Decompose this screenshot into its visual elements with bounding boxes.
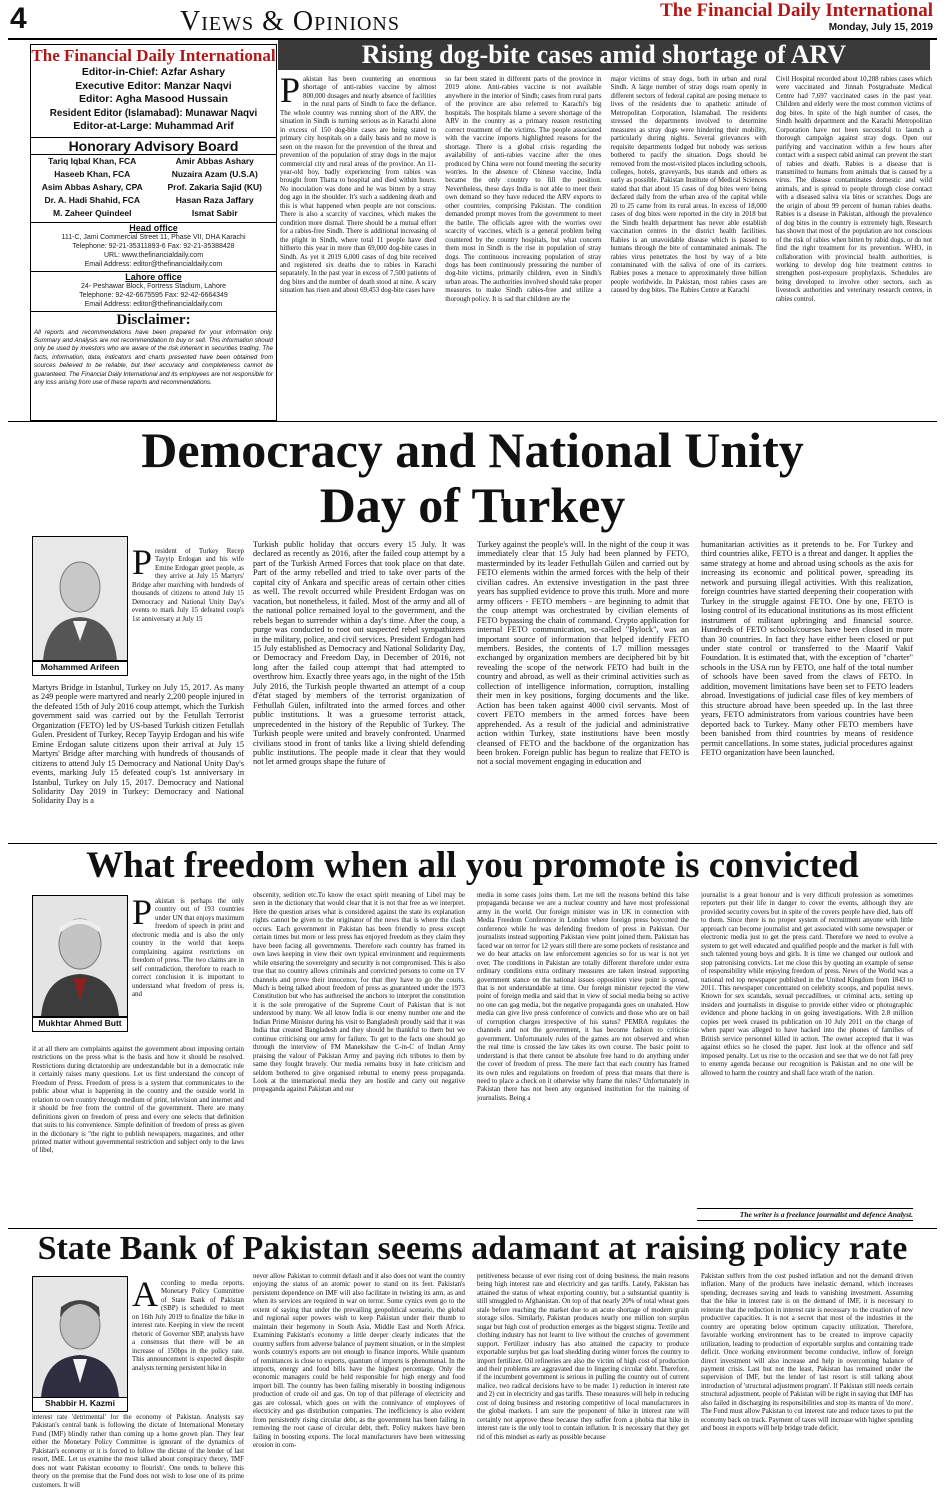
article-body bbox=[280, 76, 932, 417]
article-column: Turkish public holiday that occurs every 15 July. It was declared as recently as 2016, after the failed coup attempt by a part of the Turkish Armed Forces that took place on that date. Part of the army rebelled and tried to take over parts of the capital city of Ankara and specific areas of certain other cities as well. The revolt occurred while President Erdogan was on vacation, but nonetheless, it failed. Most of the army and all of the national police remained loyal to the government, and the rebels began to surrender within a day's time. After the coup, a purge was conducted to root out suspected rebel sympathizers in the military, police, and civil services. President Erdogan had 15 July established as Democracy and National Solidarity Day, or Democracy and Freedom Day, in December of 2016, not long after the failed coup attempt that had attempted to overthrow him. Exactly three years ago, in the night of the 15th July 2016, the Turkish people thwarted an attempt of a coup d'état staged by members of the terrorist organization of Fethullah Gülen, infiltrated into the armed forces and other public institutions. It was a gruesome terrorist attack, unprecedented in the history of the Republic of Turkey. The Turkish people were united and bravely confronted. Unarmed civilians stood in front of tanks like a living shield defending public institutions. The people made it clear that they would not let armed groups shape the future of bbox=[253, 540, 465, 767]
article-lead-text: resident of Turkey Recep Tayyip Erdogan and his wife Emine Erdogan greet people, as they arrive at July 15 Martyrs' Bridge after marching with hundreds of thousands of citizens to attend July 15 Democracy and National Unity Day's events to mark July 15 defeated coup's 1st anniversary at July 15 bbox=[132, 548, 244, 623]
article-column: petitiveness because of ever rising cost of doing business, the main reasons being high interest rate and electricity and gas tariffs. Lately, Pakistan has attained the status of wheat exporting country, but a substantial quantity is still smuggled to Afghanistan. On top of that nearly 20% of total wheat goes stale before reaching the market due to an acute shortage of modern grain storage silos. Similarly, Pakistan produces nearly one million ton surplus sugar but high cost of production emerges as the biggest stigma. Textile and clothing industry has not learnt to live without the crutches of government support. Fertilizer industry has also attained the capacity to produce exportable surplus but gas load shedding during winter forces the country to import fertilizer. Oil refineries are also the victim of high cost of production and their problems are aggravated due to lingering circular debt. Therefore, if the incumbent government is serious in pulling the country out of current malice, two radical decisions have to be made: 1) reduction in interest rate and 2) cut in electricity and gas tariffs. These measures will help in reducing cost of doing business and restoring competitive of local manufacturers in the global markets. I am sure the proponent of hike in interest rate will certainly not approve these because they suffer from a phobia that hike in interest rate is the only tool to contain inflation. It is necessary that they get rid of this mindset as early as possible because bbox=[477, 1273, 689, 1441]
article-lead-text: akistan is perhaps the only country out of 193 countries under UN that enjoys maximum freedom of speech in print and electronic media and is also the only country in the world that keeps complaining against restrictions on freedom of press. The two claims are in self contradiction, therefore to reach to correct conclusion it is important to understand what freedom of press is, and bbox=[132, 898, 244, 998]
editor-line: Resident Editor (Islamabad): Munawar Naqvi bbox=[49, 107, 258, 119]
address-line: Telephone: 92-21-35311893-6 Fax: 92-21-35388428 bbox=[72, 242, 235, 250]
article-column: Pakistan suffers from the cost pushed inflation and not the demand driven inflation. Many of the products have inelastic demand, which increases spending, decreases saving and leads to vanishing investment. Assuming that the hike in interest rate is on the demand of IMF, it is necessary to reiterate that the reduction in interest rate is necessary to the creation of new productive capacities. It is not a secret that most of the industries in the country are operating below optimum capacity utilization. Therefore, favorable working environment has to be created to improve capacity utilization, leading to production of exportable surplus and containing trade deficit. Once working environment become conducive, inflow of foreign direct investment will also increase and help in overcoming balance of payment crisis. Last but not the least, Pakistan has remained under the supervision of IMF, but the lender of last resort is still talking about introduction of 'structural adjustment program'. If Pakistan still needs certain structural adjustment, people of Pakistan will be right in saying that IMF has also failed in discharging its responsibilities and stop its mantra of 'do more'. The Fund must allow Pakistan to cut interest rate and reduce taxes to put the economy back on track. Payment of taxes will increase with higher spending and boost in exports will help bridge trade deficit. bbox=[701, 1273, 913, 1433]
editor-line: Editor-at-Large: Muhammad Arif bbox=[73, 120, 234, 132]
article-column: if at all there are complaints against the government about imposing certain restrictions on the press what is the basis and how it should be resolved. Restrictions during dictatorship are understandable but in a democratic rule it certainly raises many questions. Let us first understand the concept of Freedom of Press. Freedom of press is a system that communicates to the public about what is happening in the country and the outside world in relation to own country through medium of print, television and internet and it should be free from the control of the government. There are many definitions given on freedom of press and every one selects that definition that suits to his convenience. Simple definition of freedom of press as given in the dictionary is "the right to publish newspapers, magazines, and other printed matter without governmental restriction and subject only to the laws of libel, bbox=[32, 1046, 244, 1155]
address-line: URL: www.thefinancialdaily.com bbox=[103, 251, 204, 259]
article-headline: Rising dog-bite cases amid shortage of ARV bbox=[278, 40, 930, 70]
board-member: M. Zaheer Quindeel bbox=[53, 207, 132, 218]
board-member: Ismat Sabir bbox=[191, 207, 238, 218]
writer-note: The writer is a freelance journalist and defence Analyst. bbox=[697, 1208, 913, 1221]
article-lead-text: ccording to media reports, Monetary Policy Committee of State Bank of Pakistan (SBP) is scheduled to meet on 16th July 2019 to finalize the hike in interest rate. Keeping in view the recent rhetoric of Governor SBP, analysts have a consensus that there will be an increase of 150bps in the policy rate. This announcement is expected despite analysts terming persistent hike in bbox=[132, 1280, 244, 1372]
article-headline: Day of Turkey bbox=[319, 477, 626, 533]
address-line: Email Address: editor@thefinancialdaily.com bbox=[84, 260, 223, 268]
article-body bbox=[253, 540, 913, 838]
author-name: Mohammed Arifeen bbox=[32, 661, 128, 676]
disclaimer-text: All reports and recommendations have been prepared for your information only. Summary and Analysis are not recommendation to buy or sell. This information should only be used by investors who are aware of the risk inherent in securities trading. The facts, information, data, indicators and charts presented have been obtained from sources believed to be reliable, but their accuracy and completeness cannot be guaranteed. The Financial Daily International and its employees are not responsible for any loss arising from use of these reports and recommendations. bbox=[34, 328, 273, 386]
head-office-address bbox=[31, 233, 276, 269]
author-photo bbox=[32, 1276, 128, 1398]
article-column: media in some cases joins them. Let me tell the reasons behind this false propaganda because we are a nuclear country and have most professional army in the world. Our foreign minister was in UK in connection with Media Freedom Conference in London where foreign press boycotted the conference while he was defending freedom of press in Pakistan. Our journalists instead supporting Pakistan view point joined them. Pakistan has faced war on terror for 12 years still there are some pockets of resistance and we do hear attacks on law enforcement agencies so for us war is not yet over. The conditions in Pakistan are totally different therefore under extra ordinary conditions extra ordinary measures are taken instead supporting government stance on the national issues opposition view point is spread, that is not understandable at time. Our foreign minister rejected the view point of foreign media and said that in view of social media being so active no one can gag media, but the negative propaganda goes on unabated. How media can give live press conference of convicts and those who are on bail of corruption charges irrespective of his status? PEMRA regulates the channels and not the government, it has become fashion to criticise government. Unfortunately rules of the games are not observed and when the real time is crossed the law takes its own course. The basic point to understand is that there cannot be absolute free hand to do anything under the cover of freedom of press. The mere fact that each country has framed its own rules and regulations on freedom of press that means that there is need to place a check on it otherwise why frame the rules? Unfortunately in Pakistan there has not been any organised institution for the training of journalists. Being a bbox=[477, 892, 689, 1102]
masthead-box bbox=[30, 44, 277, 421]
editor-line: Editor: Agha Masood Hussain bbox=[79, 93, 228, 105]
board-member: Tariq Iqbal Khan, FCA bbox=[48, 155, 137, 166]
article-column bbox=[280, 76, 436, 417]
article-column-text: akistan has been countering an enormous shortage of anti-rabies vaccine by almost 800,000 dosages and nearly absence of facilities in the rural parts of Sindh to face the defiance. The whole country was running short of the ARV, the situation in Sindh is turning serious as in Karachi alone in excess of 150 dog-bite cases are being stated to primary city hospitals on a daily basis and no move is seen on the reason for the prevention of the threat and prevention of the population of stray dogs in the major commercial city and rural areas of the province. An 11-year-old boy, badly experiencing from rabies was brought from Thatta to hospital and died within hours. No inoculation was done and he was bitten by a stray dog ago in the shoulder. It's such a saddening death and this is what happened when people are not conscious. There is also a scarcity of vaccines, which makes the condition more dismal. There should be a mutual effort for a rabies-free Sindh. There is additional increasing of the plight in Sindh, where total 11 people have died hitherto this year in more than 69,000 dog-bite cases in Sindh. As yet it 2019 6,000 cases of dog bite received and registered six deaths due to rabies in Karachi separately. In the past year in excess of 7,500 patients of dog bites and the number of death stood at nine. A scary situation has risen and about 69,453 dog-bite cases have bbox=[280, 76, 437, 295]
address-line: 24- Peshawar Block, Fortress Stadium, Lahore bbox=[80, 282, 227, 290]
article-lead bbox=[132, 1280, 244, 1414]
author-photo bbox=[32, 895, 128, 1017]
article-column: never allow Pakistan to commit default and it also does not want the country enjoying the status of an atomic power to stand on its feet. Pakistan's persistent dependence on IMF will also facilitate in twisting its arm, as and when its services are required in war on terror. Some cynics even go to the extent of saying that under the prevailing geopolitical scenario, the global and regional super powers wish to keep Pakistan under their thumb to maintain their hegemony in South Asia, Middle East and North Africa. Examining Pakistan's economy a little deeper clearly indicates that the country suffers from adverse balance of payment situation, or in the simplest words country's exports are not enough to finance imports. While quantum of remittances is close to exports, quantum of imports is phenomenal. In the imports, energy and food bills have the highest percentage. Only the economic managers could be held responsible for high energy and food import bill. The country has been failing miserably in boosting indigenous production of crude oil and gas. On top of that pilferage of electricity and gas are colossal, which goes on with the connivance of employees of electricity and gas distribution companies. The inefficiency is also evident from persistently rising circular debt, as the government has been failing in removing the root cause of circular debt, theft. Policy makers have been failing in boosting exports. The local manufacturers have been witnessing erosion in com- bbox=[253, 1273, 465, 1450]
issue-date: Monday, July 15, 2019 bbox=[828, 22, 933, 33]
author-name: Shabbir H. Kazmi bbox=[32, 1397, 128, 1412]
article-column: interest rate 'detrimental' for the economy of Pakistan. Analysts say Pakistan's central bank is following the dictate of International Monetary Fund (IMF) blindly rather than coming up a home grown plan. They fear either the Monetary Policy Committee is ignorant of the dynamics of Pakistan's economy or it is forced to follow the dictate of the lender of last resort, IME. Let us examine the most talked about conspiracy theory, 'IMF does not want Pakistan economy to flourish'. One tends to believe this theory on the premise that the Fund does not wish to lose one of its prime customers. It will bbox=[32, 1414, 244, 1489]
article-headline: State Bank of Pakistan seems adamant at raising policy rate bbox=[37, 1230, 908, 1267]
address-line: 111-C, Jami Commercial Street 11, Phase VII, DHA Karachi bbox=[61, 233, 246, 241]
board-member: Amir Abbas Ashary bbox=[175, 155, 254, 166]
author-name: Mukhtar Ahmed Butt bbox=[32, 1017, 128, 1032]
article-body bbox=[253, 892, 913, 1224]
drop-cap: P bbox=[280, 76, 301, 110]
article-body bbox=[32, 1046, 244, 1224]
author-photo bbox=[32, 536, 128, 661]
article-column: Martyrs Bridge in Istanbul, Turkey on July 15, 2017. As many as 249 people were martyred and nearly 2,200 people injured in the defeated 15th of July 2016 coup attempt, which the Turkish government said was carried out by the Fetullah Terrorist Organization (FETO) led by US-based Turkish citizen Fetullah Gulen. President of Turkey, Recep Tayyip Erdogan and his wife Emine Erdogan salute citizens upon their arrival at July 15 Martyrs' Bridge after marching with hundreds of thousands of citizens to attend July 15 Democracy and National Unity Day's events, marking July 15 defeated coup's 1st anniversary in Istanbul, Turkey on July 15, 2017. Democracy and National Solidarity Day 2019 in Turkey: Democracy and National Solidarity Day is a bbox=[32, 683, 244, 806]
head-office-title: Head office bbox=[31, 222, 276, 233]
paper-name: The Financial Daily International bbox=[660, 0, 933, 21]
drop-cap: P bbox=[132, 898, 153, 932]
lahore-office-title: Lahore office bbox=[31, 271, 276, 282]
article-body bbox=[32, 683, 244, 838]
article-column: so far been stated in different parts of the province in 2019 alone. Anti-rabies vaccine is not available anywhere in the interior of Sindh; cases from rural parts of the province are also referred to Karachi's big hospitals. The hospitals blame a severe shortage of the ARV in the country as a primary reason restricting correct treatment of the victims. The people associated with the vaccine imports highlighted reasons for the shortage. There is a global crisis regarding the availability of anti-rabies vaccine after the ones produced by China were not found meeting the security worries. In the absence of Chinese vaccine, India became the only country to fill the position. Nevertheless, these days India is not able to meet their own demand so they have reduced the ARV exports to other countries, comprising Pakistan. The condition demanded prompt moves from the government to meet the battle. The officials agree with the worries over scarcity of vaccines, which is a general problem being countered by the country hospitals, but what concern them most in Sindh is the rise in population of stray dogs. The continuous increasing population of stray dogs has been continuously pressuring the number of dog-bite victims, primarily children, even in Sindh's urban areas. The authorities involved should take proper measures to make Sindh rabies-free and utilize a thorough policy. It is sad that children are the bbox=[445, 76, 602, 303]
editor-line: Executive Editor: Manzar Naqvi bbox=[75, 79, 232, 92]
board-member: Asim Abbas Ashary, CPA bbox=[41, 181, 143, 192]
article-column: major victims of stray dogs, both in urban and rural Sindh. A large number of stray dogs roam openly in different sectors of federal capital are posing menace to lives of the residents due to apathetic attitude of Metropolitan Corporation, Islamabad. The residents stressed the departments involved to determine measures as stray dogs were hindering their mobility, particularly during nights. Several grievances with requisite departments lodged but nobody was serious bothered to pacify the situation. Dogs should be removed from the most-visited places including schools, colleges, hotels, graveyards, bus stands and others as early as possible. Pakistan Institute of Medical Sciences stated that that about 15 cases of dog bites were being declared daily from the urban area of the capital while 20 to 25 came from its rural areas. In excess of 18,000 cases of dog bites were reported in the city in 2018 but the Sindh health department has never able establish vaccination centres in the district health facilities. Rabies is an unavoidable disease which is passed to humans through the bite of contaminated animals. The rabies virus penetrates the host by way of a bite contaminated with the saliva of one of its carriers. Rabies poses a menace to approximately three billion people worldwide. In Pakistan, most rabies cases are caused by dog bites. The Rabies Centre at Karachi bbox=[610, 76, 767, 295]
article-column: obscenity, sedition etc.To know the exact spirit meaning of Libel may be seen in the dictionary that would clear that it is not that free as we interpret. Here the question arises what is considered against the state its explanation rights cannot be given to the originator of the news that is where the clash occurs. Each government in Pakistan has been friendly to press except certain times but more or less press has enjoyed freedom as they claim they have been facing all governments. Therefore each country has framed its own laws keeping in view their own typical environment and requirements while ensuring the sovereignty and security is not compromised. This is also true that no country allows criminals and convicted persons to come on TV channels and prove their innocence, for that they have to go the courts. Much is being talked about freedom of press as guaranteed under the 1973 Constitution but who has authorised the anchors to interpret the constitution it is the sole prerogative of the Supreme Court of Pakistan that is not understood by many. We all know India is our enemy number one and the Indian Prime Minister during his visit to Bangladesh proudly said that it was India that created Bangladesh and they should be thankful to them but we continue criticising our army for failure. To get to the facts one should go through the interview of FM Manekshaw the C-in-C of Indian Army praising the valour of Pakistan Army and paying rich tributes to them by same they fought bravely. Our media remains busy in hate criticism and seldom bothered to give organised rebuttal to enemy press propaganda. Look at the international media they are hostile and carry out negative propaganda against Pakistan and our bbox=[253, 892, 465, 1094]
article-column: humanitarian activities as it pretends to be. For Turkey and third countries alike, FETO is a threat and danger. It applies the same strategy at home and abroad using schools as the axis for increasing its economic and political power, spreading its network and pursuing illegal activities. With this realization, foreign countries have started deepening their cooperation with Turkey in the struggle against FETO. One by one, FETO is losing control of its educational institutions as its most efficient instrument of militant upbringing and financial source. Hundreds of FETO schools/courses have been closed in more than 30 countries. In fact they have either been closed or put under state control or transferred to the Maarif Vakif Foundation. It is estimated that, with the exception of "charter" schools in the USA run by FETO, one half of the total number of schools have been saved from the claws of FETO. In addition, movement limitations have been set to FETO leaders abroad. Investigations of judicial case files of key members of this structure abroad have been speeded up. In the last three years, FETO administrators from various countries have been deported back to Turkey. Many other FETO members have been banished from third countries by means of residence permit cancellations. In some states, judicial procedures against FETO organization have been launched. bbox=[701, 540, 913, 757]
article-headline: Democracy and National Unity bbox=[141, 422, 804, 478]
advisory-board-title: Honorary Advisory Board bbox=[31, 137, 276, 155]
article-headline: What freedom when all you promote is convicted bbox=[86, 845, 859, 886]
article-lead bbox=[132, 898, 244, 1044]
lahore-office-address bbox=[31, 282, 276, 309]
editors-list bbox=[31, 66, 276, 134]
address-line: Telephone: 92-42-6675595 Fax: 92-42-6664349 bbox=[79, 291, 228, 299]
article-lead bbox=[132, 548, 244, 682]
masthead-paper-name: The Financial Daily International bbox=[31, 46, 276, 65]
article-column: Civil Hospital recorded about 10,288 rabies cases which were vaccinated and Jinnah Postgraduate Medical Centre had 7,697 vaccinated cases in the past year. Children and elderly were the most common victims of dog bites. In spite of the high number of cases, the Sindh health department and the Karachi Metropolitan Corporation have not been successful to launch a thorough campaign against stray dogs. Open our purifying and vaccination within a few hours after contact with a suspect rabid animal can prevent the start of rabies and death. Rabies is a disease that is transmitted to humans from animals that is caused by a virus. The disease contaminates domestic and wild animals, and is spread to people through close contact with a diseased saliva via bites or scratches. Dogs are the origin of about 99 percent of human rabies deaths. Rabies is a disease in Pakistan, although the prevalence of dog bites in the country is extremely high. Research has shown that most of the population are not conscious of the risk of rabies when bitten by rabid dogs, or do not find the right treatment for its prevention. WHO, in collaboration with provincial health authorities, is working to develop dog bite treatment centres to strengthen post-exposure prophylaxis. Schedules are being developed to involve other sectors, such as livestock authorities and veterinary research centres, in rabies control. bbox=[775, 76, 932, 303]
board-member: Dr. A. Hadi Shahid, FCA bbox=[44, 194, 141, 205]
board-member: Nuzaira Azam (U.S.A) bbox=[171, 168, 258, 179]
address-line: Email Address: editor@thefinancialdaily.com bbox=[84, 300, 223, 308]
board-member: Haseeb Khan, FCA bbox=[54, 168, 131, 179]
article-body bbox=[32, 1414, 244, 1500]
drop-cap: A bbox=[132, 1280, 158, 1314]
advisory-board-list bbox=[31, 155, 276, 220]
article-column: journalist is a great honour and is very difficult profession as sometimes reporters put their life in danger to cover the events, although they are provided security covers but in spite of the covers people have died, hats off to them. Since there is no proper system of recruitment anyone with little approach can become journalist and get associated with some newspaper or electronic media just to get the press card. Therefore we need to evolve a system to get well educated and qualified people and the market is full with such talented young boys and girls. It is time we changed our outlook and stop patronising convicts. Let me close this by quoting an example of sense of responsibility while enjoying freedom of press. News of the World was a national red top newspaper published in the United Kingdom from 1843 to 2011. This newspaper concentrated on celebrity scoops, and populist news. Known for sex scandals, sexual peccadilloes, or criminal acts, setting up insiders and journalists in disguise to provide either video or photographic evidence and phone hacking in on going investigations. With 2.8 million copies per week ceased its publication on 10 July 2011 on the charge of when paper was alleged to have hacked into the phones of families of British service personnel killed in action. The owner accepted that it was against ethics so he closed the paper. Just look at the offence and self imposed penalty. Let us rise to the occasion and see that we do not fall prey to enemy agenda because our recognition is Pakistan and no one will be allowed to harm the country and shall face wrath of the nation. bbox=[701, 892, 913, 1077]
board-member: Hasan Raza Jaffary bbox=[175, 194, 254, 205]
disclaimer-title: Disclaimer: bbox=[31, 311, 276, 329]
board-member: Prof. Zakaria Sajid (KU) bbox=[167, 181, 262, 192]
editor-line: Editor-in-Chief: Azfar Ashary bbox=[81, 66, 226, 78]
article-column: Turkey against the people's will. In the night of the coup it was immediately clear that 15 July had been planned by FETO, masterminded by its leader Fethullah Gülen and carried out by FETO elements within the armed forces with the help of their civilian cadres. An extensive investigation in the past three years has supplied evidence to prove this truth. More and more army officers - FETO members - are beginning to admit that the coup attempt was orchestrated by civilian elements of FETO bypassing the chain of command. Crypto application for internal FETO communication, so-called "Bylock", was an important source of information that helped identify FETO members. Besides, the contents of 1.7 million messages exchanged by organization members are deciphered bit by bit revealing the scope of the network FETO had built in the country and abroad, as well as their criminal activities such as collection of intelligence information, corruption, installing their men in key positions, forging documents and the like. Action has been taken against 4000 civil servants. Most of covert FETO members in the armed forces have been apprehended. As a result of the judicial and administrative action within Turkey, state institutions have been mostly cleansed of FETO and the backbone of the organization has been broken. Foreign public has begun to realize that FETO is not a social movement engaging in education and bbox=[477, 540, 689, 767]
drop-cap: P bbox=[132, 548, 153, 582]
article-body bbox=[253, 1273, 913, 1500]
page-number: 4 bbox=[10, 2, 27, 35]
section-title: Views & Opinions bbox=[180, 6, 400, 37]
